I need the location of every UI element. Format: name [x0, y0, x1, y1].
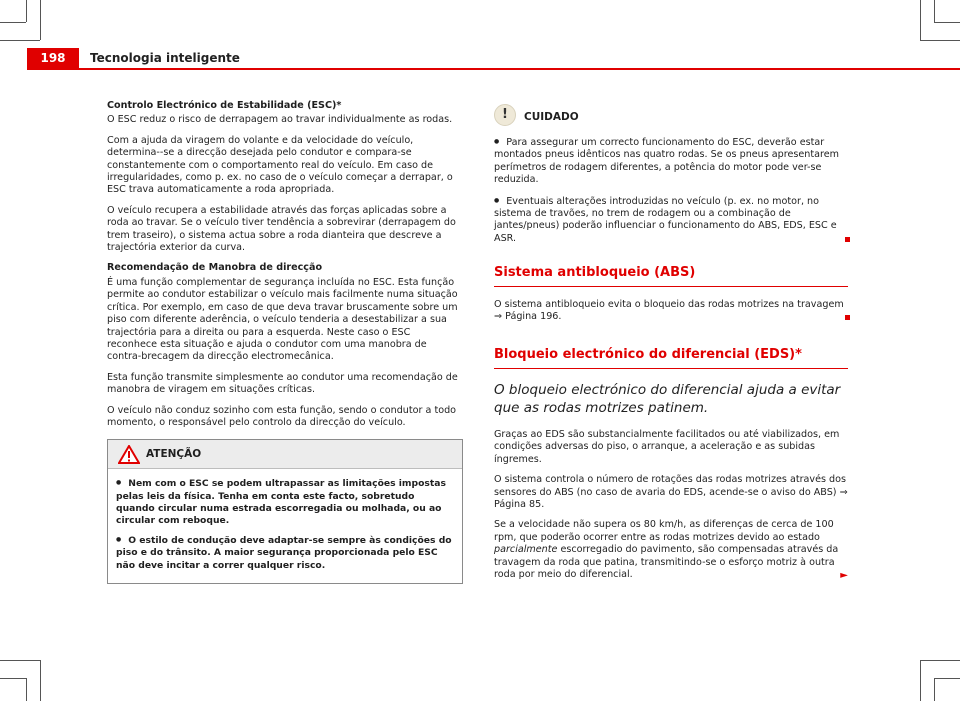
abs-heading: Sistema antibloqueio (ABS): [494, 265, 696, 281]
warning-bullet: ● Nem com o ESC se podem ultrapassar as limitações impostas pelas leis da física. Tenha em conta este facto, sobretudo quando circular numa estrada escorregadia ou molhada, ou ao circular com reboque.: [116, 477, 454, 527]
crop-mark: [40, 660, 41, 701]
eds-subtitle: O bloqueio electrónico do diferencial ajuda a evitar que as rodas motrizes patinem.: [494, 381, 841, 416]
crop-mark: [920, 660, 921, 701]
crop-mark: [934, 678, 960, 679]
manobra-paragraph: Esta função transmite simplesmente ao condutor uma recomendação de manobra de viragem em situações críticas.: [107, 371, 458, 396]
abs-section-heading: [494, 267, 848, 286]
page-number: 198: [27, 48, 79, 68]
crop-mark: [934, 22, 960, 23]
crop-mark: [934, 678, 935, 701]
manobra-paragraph: O veículo não conduz sozinho com esta função, sendo o condutor a todo momento, o responsável pelo controlo da direcção do veículo.: [107, 404, 457, 428]
caution-bullet: ● Eventuais alterações introduzidas no veículo (p. ex. no motor, no sistema de travões, no trem de rodagem ou a combinação de jantes/pneus) poderão influenciar o funcionamento do ABS, EDS, ESC e ASR.: [494, 196, 837, 244]
manobra-heading: Recomendação de Manobra de direcção: [107, 262, 323, 274]
caution-header: [494, 104, 848, 132]
crop-mark: [26, 678, 27, 701]
esc-paragraph: O ESC reduz o risco de derrapagem ao travar individualmente as rodas.: [107, 114, 453, 126]
warning-label: ATENÇÃO: [146, 448, 202, 461]
header-rule: [27, 68, 960, 70]
esc-paragraph: Com a ajuda da viragem do volante e da velocidade do veículo, determina--se a direcção desejada pelo condutor e compara-se constantemente com o comportamento real do veículo. Em caso de irregularidades, como p. ex. no caso de o veículo começar a derrapar, o ESC trava automaticamente a roda apropriada.: [107, 134, 453, 196]
eds-section-heading: [494, 349, 848, 368]
left-column: [107, 100, 463, 584]
eds-text: Se a velocidade não supera os 80 km/h, as diferenças de cerca de 100 rpm, que poderão ocorrer entre as rodas motrizes devido ao estado: [494, 519, 834, 543]
caution-bullet-wrapper: [494, 195, 848, 246]
crop-mark: [920, 40, 960, 41]
eds-paragraph: Graças ao EDS são substancialmente facilitados ou até viabilizados, em condições adversas do piso, o arranque, a aceleração e as subidas íngremes.: [494, 428, 840, 465]
crop-mark: [26, 0, 27, 22]
exclamation-icon: !: [494, 104, 516, 126]
section-end-mark: [845, 315, 850, 320]
eds-paragraph: O sistema controla o número de rotações das rodas motrizes através dos sensores do ABS (no caso de avaria do EDS, acende-se o aviso do ABS) ⇒ Página 85.: [494, 474, 848, 510]
eds-paragraph: [494, 519, 848, 581]
esc-heading: Controlo Electrónico de Estabilidade (ESC)*: [107, 100, 342, 111]
warning-bullet: ● O estilo de condução deve adaptar-se sempre às condições do piso e do trânsito. A maior segurança proporcionada pelo ESC não deve incitar a correr qualquer risco.: [116, 534, 454, 572]
warning-box: [107, 439, 463, 583]
crop-mark: [920, 660, 960, 661]
page-header-title: Tecnologia inteligente: [90, 51, 240, 65]
crop-mark: [40, 0, 41, 40]
eds-heading: Bloqueio electrónico do diferencial (EDS)*: [494, 347, 802, 363]
crop-mark: [920, 0, 921, 40]
caution-label: CUIDADO: [524, 111, 579, 123]
warning-header: [108, 440, 462, 469]
eds-text: escorregadio do pavimento, são compensadas através da travagem da roda que patina, transmitindo-se o esforço motriz à outra roda por meio do diferencial.: [494, 544, 839, 580]
caution-bullet: ● Para assegurar um correcto funcionamento do ESC, deverão estar montados pneus idênticos nas quatro rodas. Se os pneus apresentarem perímetros de rodagem diferentes, a potência do motor pode ver-se reduzida.: [494, 136, 848, 187]
crop-mark: [0, 678, 26, 679]
crop-mark: [934, 0, 935, 22]
abs-paragraph: [494, 299, 848, 324]
crop-mark: [0, 660, 40, 661]
crop-mark: [0, 40, 40, 41]
eds-italic-text: parcialmente: [494, 544, 558, 556]
manobra-paragraph: É uma função complementar de segurança incluída no ESC. Esta função permite ao condutor estabilizar o veículo mais facilmente numa situação crítica. Por exemplo, em caso de que deva travar bruscamente sobre um piso com diferente aderência, o veículo tenderia a desestabilizar a sua trajectória para a direita ou para a esquerda. Neste caso o ESC reconhece esta situação e ajuda o condutor com uma manobra de contra-brecagem da direcção electromecânica.: [107, 276, 458, 363]
abs-text: O sistema antibloqueio evita o bloqueio das rodas motrizes na travagem ⇒ Página 196.: [494, 298, 844, 323]
esc-paragraph: O veículo recupera a estabilidade através das forças aplicadas sobre a roda ao travar. Se o veículo tiver tendência a sobrevirar (derrapagem do trem traseiro), o sistema actua sobre a roda dianteira que descreve a trajectória exterior da curva.: [107, 204, 456, 254]
section-end-mark: [845, 237, 850, 242]
continue-arrow-icon: ►: [840, 569, 848, 581]
crop-mark: [0, 22, 26, 23]
warning-body: [108, 469, 462, 582]
right-column: [494, 104, 848, 589]
warning-triangle-icon: [118, 445, 140, 464]
